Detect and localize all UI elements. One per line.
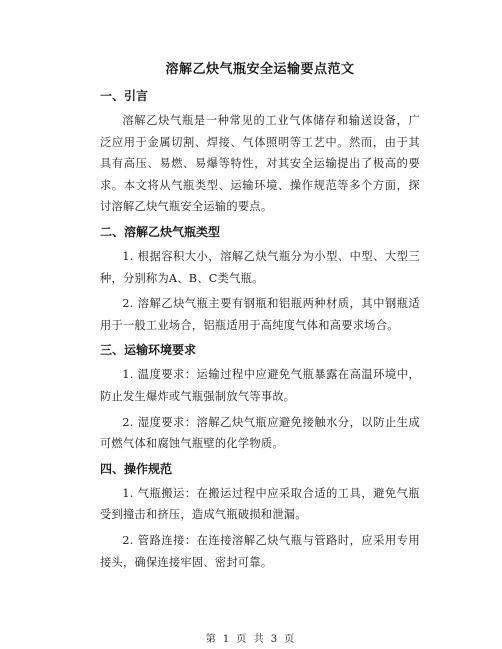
paragraph: 2. 管路连接：在连接溶解乙炔气瓶与管路时，应采用专用接头，确保连接牢固、密封可靠。 (100, 533, 420, 569)
section-cylinder-types (100, 222, 420, 336)
section-operating-rules (100, 459, 420, 573)
paragraph: 1. 根据容积大小，溶解乙炔气瓶分为小型、中型、大型三种，分别称为A、B、C类气瓶。 (100, 249, 420, 285)
page-footer: 第 1 页 共 3 页 (205, 634, 297, 645)
section-introduction (100, 86, 420, 218)
section-heading: 三、运输环境要求 (100, 343, 197, 358)
paragraph: 2. 湿度要求：溶解乙炔气瓶应避免接触水分，以防止生成可燃气体和腐蚀气瓶壁的化学物质。 (100, 415, 420, 451)
document-body (100, 60, 420, 577)
section-heading: 一、引言 (100, 89, 149, 103)
document-title: 溶解乙炔气瓶安全运输要点范文 (165, 62, 355, 77)
paragraph: 溶解乙炔气瓶是一种常见的工业气体储存和输送设备，广泛应用于金属切割、焊接、气体照明等工艺中。然而，由于其具有高压、易燃、易爆等特性，对其安全运输提出了极高的要求。本文将从气瓶类型、运输环境、操作规范等多个方面，探讨溶解乙炔气瓶安全运输的要点。 (100, 114, 420, 214)
paragraph: 1. 气瓶搬运：在搬运过程中应采取合适的工具，避免气瓶受到撞击和挤压，造成气瓶破损和泄漏。 (100, 486, 420, 522)
section-heading: 二、溶解乙炔气瓶类型 (100, 224, 221, 239)
section-transport-environment (100, 340, 420, 454)
paragraph: 2. 溶解乙炔气瓶主要有钢瓶和铝瓶两种材质，其中钢瓶适用于一般工业场合，铝瓶适用于高纯度气体和高要求场合。 (100, 297, 420, 332)
paragraph: 1. 温度要求：运输过程中应避免气瓶暴露在高温环境中，防止发生爆炸或气瓶强制放气等事故。 (100, 368, 420, 403)
section-heading: 四、操作规范 (100, 461, 173, 476)
